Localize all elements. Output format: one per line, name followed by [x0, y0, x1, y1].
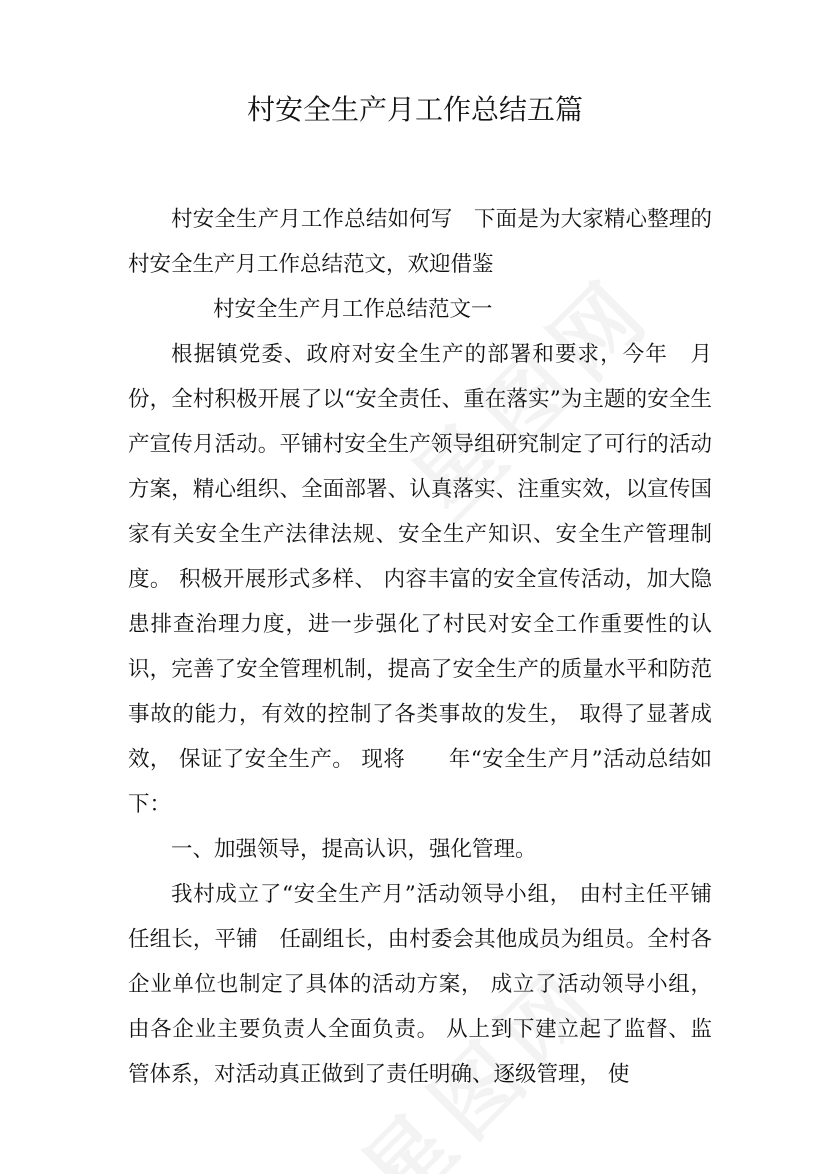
- document-body: [128, 197, 734, 1097]
- document-title: 村安全生产月工作总结五篇: [246, 93, 583, 126]
- section-subtitle: 村安全生产月工作总结范文一: [213, 297, 493, 322]
- section-heading: 一、加强领导，提高认识，强化管理。: [171, 837, 537, 862]
- body-paragraph: 根据镇党委、政府对安全生产的部署和要求，今年 月份，全村积极开展了以“安全责任、重在落实”为主题的安全生产宣传月活动。平铺村安全生产领导组研究制定了可行的活动方案，精心组织、全面部署、认真落实、注重实效，以宣传国家有关安全生产法律法规、安全生产知识、安全生产管理制度。 积极开展形式多样、 内容丰富的安全宣传活动，加大隐患排查治理力度，进一步强化了村民对安全工作重要性的认识，完善了安全管理机制，提高了安全生产的质量水平和防范事故的能力，有效的控制了各类事故的发生， 取得了显著成效， 保证了安全生产。 现将 年“安全生产月”活动总结如下：: [128, 342, 712, 817]
- intro-paragraph: 村安全生产月工作总结如何写 下面是为大家精心整理的村安全生产月工作总结范文，欢迎借鉴: [128, 207, 712, 277]
- body-paragraph: 我村成立了“安全生产月”活动领导小组， 由村主任平铺 任组长，平铺 任副组长，由村委会其他成员为组员。全村各企业单位也制定了具体的活动方案， 成立了活动领导小组， 由各企业主要负责人全面负责。 从上到下建立起了监督、监管体系，对活动真正做到了责任明确、逐级管理， 使: [128, 882, 734, 1087]
